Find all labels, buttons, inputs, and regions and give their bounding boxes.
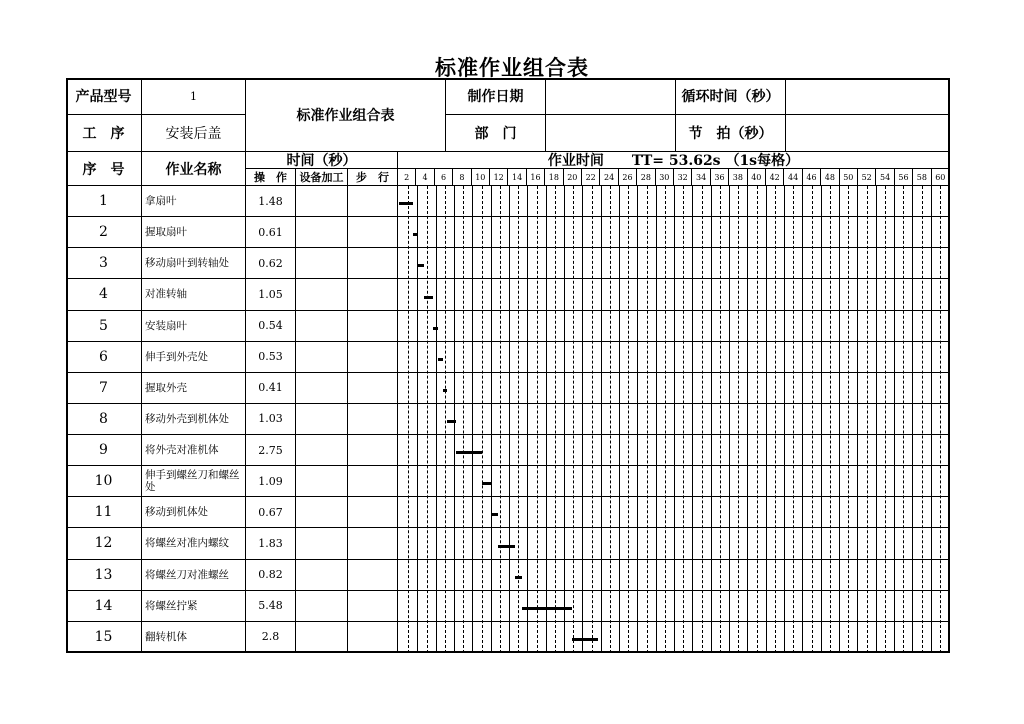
machine-time xyxy=(296,311,348,342)
op-time: 5.48 xyxy=(246,591,296,622)
grid-line xyxy=(766,186,767,653)
name-header: 作业名称 xyxy=(142,152,246,186)
grid-line xyxy=(821,186,822,653)
tick-label: 42 xyxy=(766,169,784,186)
grid-line xyxy=(885,186,886,653)
task-name: 握取扇叶 xyxy=(142,217,246,248)
tick-label: 22 xyxy=(582,169,600,186)
grid-line xyxy=(720,186,721,653)
dept-label: 部 门 xyxy=(446,115,546,152)
gantt-bar xyxy=(498,545,515,548)
grid-line xyxy=(601,186,602,653)
machine-time xyxy=(296,248,348,279)
tick-label: 50 xyxy=(840,169,858,186)
grid-line xyxy=(491,186,492,653)
grid-line xyxy=(619,186,620,653)
grid-line xyxy=(665,186,666,653)
grid-line xyxy=(436,186,437,653)
walk-time xyxy=(348,248,398,279)
grid-line xyxy=(628,186,629,653)
grid-line xyxy=(894,186,895,653)
grid-line xyxy=(610,186,611,653)
grid-line xyxy=(711,186,712,653)
op-time: 0.67 xyxy=(246,497,296,528)
grid-line xyxy=(518,186,519,653)
grid-line xyxy=(637,186,638,653)
tick-label: 14 xyxy=(508,169,526,186)
tick-label: 52 xyxy=(858,169,876,186)
gantt-bar xyxy=(515,576,523,579)
walk-time xyxy=(348,373,398,404)
machine-time xyxy=(296,217,348,248)
task-name: 拿扇叶 xyxy=(142,186,246,217)
machine-time xyxy=(296,622,348,653)
grid-line xyxy=(839,186,840,653)
machine-time xyxy=(296,497,348,528)
row-number: 9 xyxy=(66,435,142,466)
page-title: 标准作业组合表 xyxy=(435,55,589,80)
grid-line xyxy=(867,186,868,653)
gantt-bar xyxy=(413,233,419,236)
cycle-time-value xyxy=(786,78,950,115)
walk-time xyxy=(348,560,398,591)
task-name: 伸手到螺丝刀和螺丝处 xyxy=(142,466,246,497)
task-name: 安装扇叶 xyxy=(142,311,246,342)
walk-time xyxy=(348,279,398,310)
task-name: 将外壳对准机体 xyxy=(142,435,246,466)
row-number: 6 xyxy=(66,342,142,373)
grid-line xyxy=(509,186,510,653)
chart-label: 作业时间 xyxy=(547,153,604,169)
grid-line xyxy=(472,186,473,653)
walk-time xyxy=(348,497,398,528)
task-name: 移动扇叶到转轴处 xyxy=(142,248,246,279)
tt-label: TT= 53.62s （1s每格） xyxy=(631,153,800,169)
grid-line xyxy=(500,186,501,653)
tick-label: 18 xyxy=(545,169,563,186)
machine-time xyxy=(296,186,348,217)
walk-time xyxy=(348,528,398,559)
grid-line xyxy=(417,186,418,653)
op-time: 1.05 xyxy=(246,279,296,310)
gantt-bar xyxy=(482,482,492,485)
grid-line xyxy=(775,186,776,653)
task-name: 对准转轴 xyxy=(142,279,246,310)
row-number: 14 xyxy=(66,591,142,622)
tick-label: 36 xyxy=(711,169,729,186)
row-number: 1 xyxy=(66,186,142,217)
tick-label: 20 xyxy=(564,169,582,186)
grid-line xyxy=(692,186,693,653)
walk-time xyxy=(348,186,398,217)
grid-line xyxy=(830,186,831,653)
tick-label: 34 xyxy=(692,169,710,186)
tick-label: 8 xyxy=(453,169,471,186)
walk-time xyxy=(348,466,398,497)
tick-label: 2 xyxy=(398,169,416,186)
tick-label: 28 xyxy=(637,169,655,186)
grid-line xyxy=(702,186,703,653)
row-number: 8 xyxy=(66,404,142,435)
gantt-bar xyxy=(438,358,443,361)
row-number: 5 xyxy=(66,311,142,342)
tick-label: 16 xyxy=(527,169,545,186)
machine-time xyxy=(296,528,348,559)
tick-label: 48 xyxy=(821,169,839,186)
op-time: 1.03 xyxy=(246,404,296,435)
grid-line xyxy=(527,186,528,653)
task-name: 握取外壳 xyxy=(142,373,246,404)
process-value: 安装后盖 xyxy=(142,115,246,152)
tick-label: 44 xyxy=(784,169,802,186)
grid-line xyxy=(876,186,877,653)
walk-time xyxy=(348,342,398,373)
op-time: 1.48 xyxy=(246,186,296,217)
tick-label: 4 xyxy=(416,169,434,186)
grid-line xyxy=(912,186,913,653)
tick-label: 30 xyxy=(656,169,674,186)
center-title: 标准作业组合表 xyxy=(246,78,446,152)
op-time: 0.41 xyxy=(246,373,296,404)
work-combination-table xyxy=(66,78,950,653)
op-time: 0.53 xyxy=(246,342,296,373)
grid-line xyxy=(940,186,941,653)
row-number: 10 xyxy=(66,466,142,497)
walk-time xyxy=(348,311,398,342)
grid-line xyxy=(738,186,739,653)
grid-line xyxy=(757,186,758,653)
date-label: 制作日期 xyxy=(446,78,546,115)
tick-label: 6 xyxy=(435,169,453,186)
task-name: 翻转机体 xyxy=(142,622,246,653)
grid-line xyxy=(573,186,574,653)
tick-label: 24 xyxy=(600,169,618,186)
row-number: 2 xyxy=(66,217,142,248)
tick-label: 46 xyxy=(803,169,821,186)
row-number: 15 xyxy=(66,622,142,653)
grid-line xyxy=(674,186,675,653)
date-value xyxy=(546,78,676,115)
gantt-bar xyxy=(447,420,456,423)
product-model-label: 产品型号 xyxy=(66,78,142,115)
op-time: 1.83 xyxy=(246,528,296,559)
row-number: 11 xyxy=(66,497,142,528)
tick-label: 40 xyxy=(748,169,766,186)
cycle-time-label: 循环时间（秒） xyxy=(676,78,786,115)
gantt-bar xyxy=(456,451,481,454)
process-label: 工 序 xyxy=(66,115,142,152)
gantt-bar xyxy=(522,607,572,610)
op-time: 0.82 xyxy=(246,560,296,591)
grid-line xyxy=(784,186,785,653)
gantt-bar xyxy=(418,264,424,267)
machine-time xyxy=(296,560,348,591)
machine-time xyxy=(296,466,348,497)
walk-time xyxy=(348,622,398,653)
gantt-bar xyxy=(443,389,447,392)
chart-header xyxy=(398,152,950,169)
takt-value xyxy=(786,115,950,152)
grid-line xyxy=(582,186,583,653)
dept-value xyxy=(546,115,676,152)
grid-line xyxy=(931,186,932,653)
walk-time xyxy=(348,404,398,435)
row-number: 4 xyxy=(66,279,142,310)
seq-header: 序 号 xyxy=(66,152,142,186)
op-time: 0.61 xyxy=(246,217,296,248)
grid-line xyxy=(656,186,657,653)
gantt-bar xyxy=(572,638,598,641)
machine-header: 设备加工 xyxy=(296,169,348,186)
walk-time xyxy=(348,591,398,622)
grid-line xyxy=(647,186,648,653)
grid-line xyxy=(427,186,428,653)
grid-line xyxy=(857,186,858,653)
grid-line xyxy=(729,186,730,653)
machine-time xyxy=(296,404,348,435)
grid-line xyxy=(812,186,813,653)
task-name: 将螺丝刀对准螺丝 xyxy=(142,560,246,591)
grid-line xyxy=(848,186,849,653)
grid-line xyxy=(592,186,593,653)
takt-label: 节 拍（秒） xyxy=(676,115,786,152)
machine-time xyxy=(296,591,348,622)
grid-line xyxy=(793,186,794,653)
row-number: 13 xyxy=(66,560,142,591)
grid-line xyxy=(922,186,923,653)
machine-time xyxy=(296,279,348,310)
op-time: 2.75 xyxy=(246,435,296,466)
grid-line xyxy=(482,186,483,653)
op-time: 0.62 xyxy=(246,248,296,279)
time-group-header: 时间（秒） xyxy=(246,152,398,169)
task-name: 将螺丝对准内螺纹 xyxy=(142,528,246,559)
op-header: 操 作 xyxy=(246,169,296,186)
grid-line xyxy=(408,186,409,653)
tick-label: 58 xyxy=(913,169,931,186)
row-number: 7 xyxy=(66,373,142,404)
grid-line xyxy=(747,186,748,653)
gantt-bar xyxy=(492,513,498,516)
tick-label: 60 xyxy=(932,169,950,186)
tick-label: 10 xyxy=(472,169,490,186)
op-time: 2.8 xyxy=(246,622,296,653)
op-time: 1.09 xyxy=(246,466,296,497)
grid-line xyxy=(555,186,556,653)
tick-row xyxy=(398,169,950,186)
tick-label: 54 xyxy=(876,169,894,186)
task-name: 将螺丝拧紧 xyxy=(142,591,246,622)
task-name: 移动到机体处 xyxy=(142,497,246,528)
grid-line xyxy=(683,186,684,653)
grid-line xyxy=(546,186,547,653)
grid-line xyxy=(802,186,803,653)
tick-label: 38 xyxy=(729,169,747,186)
machine-time xyxy=(296,342,348,373)
row-number: 12 xyxy=(66,528,142,559)
tick-label: 56 xyxy=(895,169,913,186)
task-name: 伸手到外壳处 xyxy=(142,342,246,373)
tick-label: 26 xyxy=(619,169,637,186)
product-model-value: 1 xyxy=(142,78,246,115)
machine-time xyxy=(296,373,348,404)
tick-label: 12 xyxy=(490,169,508,186)
walk-time xyxy=(348,217,398,248)
grid-line xyxy=(463,186,464,653)
grid-line xyxy=(445,186,446,653)
gantt-bar xyxy=(399,202,413,205)
machine-time xyxy=(296,435,348,466)
gantt-area xyxy=(399,186,949,653)
grid-line xyxy=(537,186,538,653)
grid-line xyxy=(903,186,904,653)
walk-time xyxy=(348,435,398,466)
gantt-bar xyxy=(424,296,434,299)
grid-line xyxy=(564,186,565,653)
gantt-bar xyxy=(433,327,438,330)
task-name: 移动外壳到机体处 xyxy=(142,404,246,435)
row-number: 3 xyxy=(66,248,142,279)
tick-label: 32 xyxy=(674,169,692,186)
op-time: 0.54 xyxy=(246,311,296,342)
walk-header: 步 行 xyxy=(348,169,398,186)
